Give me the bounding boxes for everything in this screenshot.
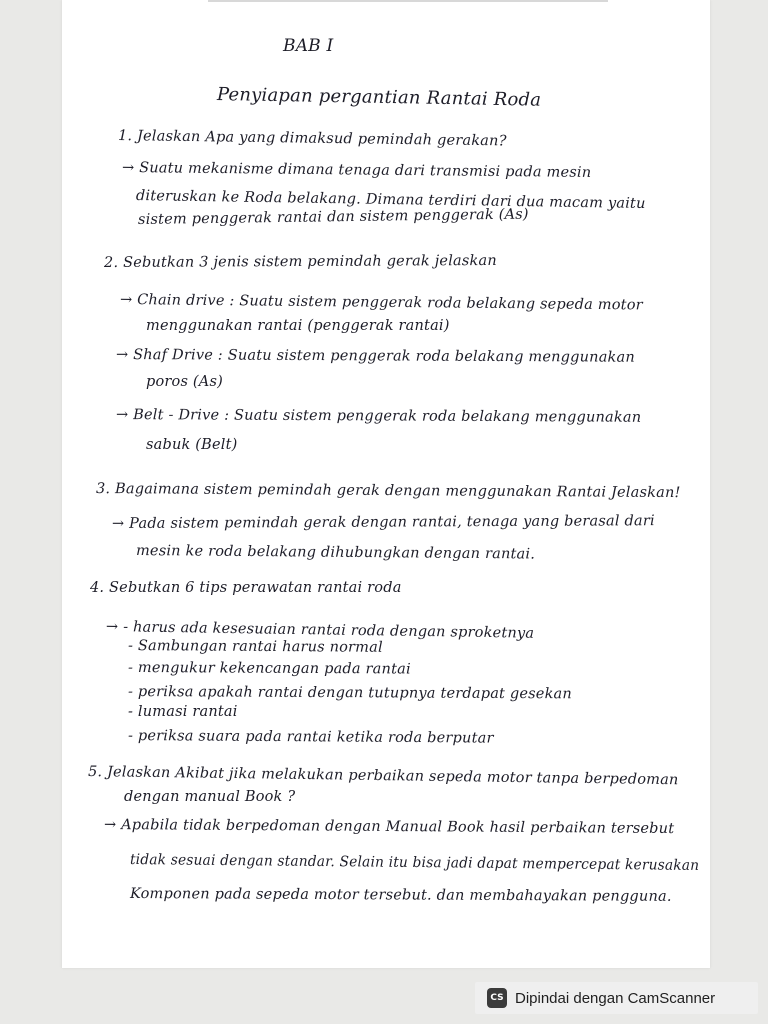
answer-4-line-2: - Sambungan rantai harus normal — [127, 638, 383, 656]
camscanner-badge — [475, 982, 758, 1014]
answer-2-line-4: poros (As) — [146, 374, 223, 390]
sheet-top-edge — [208, 0, 608, 2]
answer-1-line-1: → Suatu mekanisme dimana tenaga dari transmisi pada mesin — [121, 160, 592, 181]
answer-5-line-3: Komponen pada sepeda motor tersebut. dan membahayakan pengguna. — [129, 886, 672, 905]
answer-4-line-5: - lumasi rantai — [128, 704, 238, 720]
answer-1-line-2: diteruskan ke Roda belakang. Dimana terdiri dari dua macam yaitu — [135, 188, 646, 213]
answer-2-line-5: → Belt - Drive : Suatu sistem penggerak roda belakang menggunakan — [115, 407, 642, 426]
question-4: 4. Sebutkan 6 tips perawatan rantai roda — [90, 580, 402, 596]
question-3: 3. Bagaimana sistem pemindah gerak dengan menggunakan Rantai Jelaskan! — [95, 481, 681, 502]
question-5-line-2: dengan manual Book ? — [124, 789, 296, 805]
question-2: 2. Sebutkan 3 jenis sistem pemindah gerak jelaskan — [103, 252, 497, 271]
camscanner-logo-icon: CS — [487, 988, 507, 1008]
answer-1-line-3: sistem penggerak rantai dan sistem penggerak (As) — [137, 206, 529, 228]
answer-3-line-1: → Pada sistem pemindah gerak dengan rantai, tenaga yang berasal dari — [111, 513, 655, 532]
answer-2-line-3: → Shaf Drive : Suatu sistem penggerak roda belakang menggunakan — [115, 347, 635, 366]
answer-5-line-2: tidak sesuai dengan standar. Selain itu bisa jadi dapat mempercepat kerusakan — [129, 852, 700, 874]
answer-4-line-3: - mengukur kekencangan pada rantai — [127, 660, 411, 678]
page-heading: Penyiapan pergantian Rantai Roda — [216, 84, 542, 111]
answer-4-line-6: - periksa suara pada rantai ketika roda berputar — [127, 728, 494, 747]
answer-4-line-1: → - harus ada kesesuaian rantai roda dengan sproketnya — [105, 619, 535, 642]
answer-2-line-1: → Chain drive : Suatu sistem penggerak roda belakang sepeda motor — [119, 292, 643, 314]
answer-4-line-4: - periksa apakah rantai dengan tutupnya terdapat gesekan — [127, 684, 573, 703]
question-1: 1. Jelaskan Apa yang dimaksud pemindah gerakan? — [117, 128, 507, 150]
answer-2-line-2: menggunakan rantai (penggerak rantai) — [146, 318, 450, 334]
camscanner-label: Dipindai dengan CamScanner — [515, 989, 716, 1007]
answer-5-line-1: → Apabila tidak berpedoman dengan Manual Book hasil perbaikan tersebut — [103, 817, 675, 837]
question-5-line-1: 5. Jelaskan Akibat jika melakukan perbaikan sepeda motor tanpa berpedoman — [87, 764, 679, 789]
answer-2-line-6: sabuk (Belt) — [146, 437, 238, 453]
chapter-title: BAB I — [283, 36, 334, 56]
answer-3-line-2: mesin ke roda belakang dihubungkan dengan rantai. — [135, 543, 536, 563]
